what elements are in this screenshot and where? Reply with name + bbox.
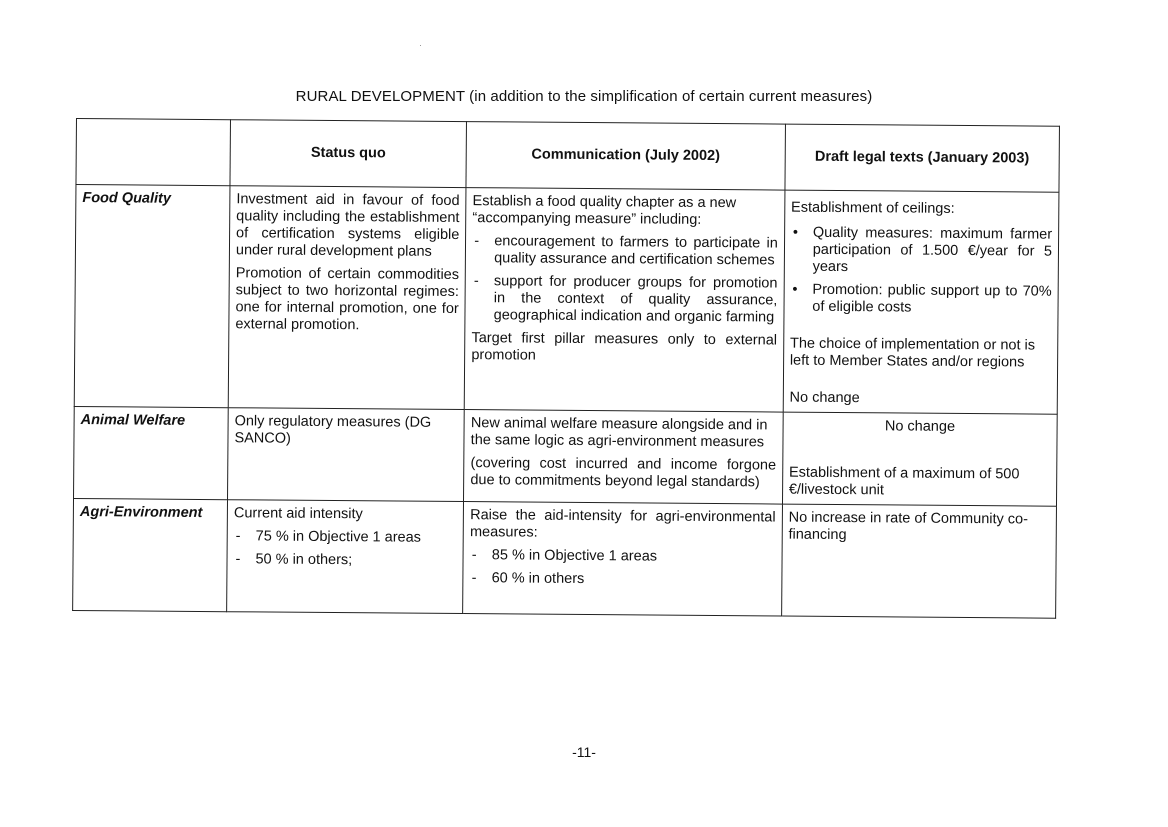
list-item: [790, 282, 1052, 318]
food-quality-status-p1: Investment aid in favour of food quality including the establishment of certification systems eligible under rural development plans: [235, 191, 460, 260]
food-quality-communication: [464, 188, 784, 412]
row-label-agri-environment: Agri-Environment: [73, 498, 228, 611]
dash-mark: -: [235, 528, 241, 545]
agri-environment-communication: [463, 502, 782, 616]
agri-environment-draft: No increase in rate of Community co-financing: [781, 504, 1056, 618]
food-quality-draft: [783, 190, 1059, 414]
list-item: [233, 551, 456, 570]
food-quality-comm-target: Target first pillar measures only to external promotion: [471, 330, 778, 364]
dash-mark: -: [471, 547, 477, 564]
list-item: [472, 273, 778, 326]
food-quality-comm-intro: Establish a food quality chapter as a new “accompanying measure” including:: [472, 193, 737, 228]
table-row-agri-environment: [73, 498, 1057, 618]
list-item-text: 75 % in Objective 1 areas: [255, 528, 421, 546]
list-item-text: support for producer groups for promotion in the context of quality assurance, geographical indication and organic farming: [493, 273, 778, 326]
agri-environment-status-list: [233, 528, 457, 570]
agri-environment-comm-list: [470, 547, 776, 589]
list-item-text: 60 % in others: [491, 570, 585, 588]
list-item-text: 50 % in others;: [255, 551, 353, 569]
food-quality-draft-list: [790, 225, 1052, 318]
scan-speck: [420, 45, 421, 46]
list-item: [470, 570, 776, 589]
list-item: [472, 233, 778, 269]
agri-environment-status: [227, 500, 464, 614]
rural-development-table: [72, 118, 1060, 619]
list-item: [791, 225, 1053, 278]
animal-welfare-comm-p2: (covering cost incurred and income forgone due to commitments beyond legal standards): [470, 455, 777, 491]
header-empty: [76, 119, 230, 186]
list-item-text: encouragement to farmers to participate in quality assurance and certification schemes: [494, 233, 778, 269]
animal-welfare-draft-no-change: No change: [884, 418, 956, 435]
animal-welfare-draft-max: Establishment of a maximum of 500 €/livestock unit: [788, 464, 1020, 499]
animal-welfare-communication: [464, 410, 783, 504]
list-item: [234, 528, 457, 547]
table-row-food-quality: [74, 185, 1059, 415]
page-number: -11-: [572, 744, 596, 760]
agri-environment-status-intro: Current aid intensity: [233, 505, 363, 523]
food-quality-draft-choice: The choice of implementation or not is left to Member States and/or regions: [789, 335, 1036, 371]
animal-welfare-status: Only regulatory measures (DG SANCO): [227, 408, 464, 502]
dash-mark: -: [471, 570, 477, 587]
row-label-food-quality: Food Quality: [74, 185, 230, 408]
food-quality-status: [228, 186, 466, 410]
table-row-animal-welfare: [74, 406, 1058, 506]
list-item-text: Promotion: public support up to 70% of eligible costs: [812, 281, 1052, 316]
food-quality-draft-intro: Establishment of ceilings:: [791, 199, 955, 217]
spacer: [789, 441, 1050, 467]
bullet-mark: •: [792, 224, 799, 241]
dash-mark: -: [235, 551, 241, 568]
row-label-animal-welfare: Animal Welfare: [74, 406, 229, 499]
page-title: RURAL DEVELOPMENT (in addition to the simplification of certain current measures): [295, 88, 873, 105]
agri-environment-comm-intro: Raise the aid-intensity for agri-environmental measures:: [469, 507, 776, 541]
header-communication: Communication (July 2002): [466, 122, 785, 190]
list-item-text: Quality measures: maximum farmer participation of 1.500 €/year for 5 years: [812, 224, 1053, 276]
dash-mark: -: [474, 233, 480, 250]
list-item: [470, 547, 776, 566]
animal-welfare-comm-p1: New animal welfare measure alongside and in the same logic as agri-environment measures: [470, 415, 768, 451]
header-status-quo: Status quo: [230, 120, 467, 188]
list-item-text: 85 % in Objective 1 areas: [491, 547, 658, 565]
food-quality-comm-list: [472, 233, 778, 326]
animal-welfare-draft: [782, 412, 1057, 506]
dash-mark: -: [473, 273, 479, 290]
food-quality-status-p2: Promotion of certain commodities subject to two horizontal regimes: one for internal promotion, one for external promotion.: [235, 265, 460, 334]
header-row: [76, 119, 1059, 193]
bullet-mark: •: [792, 281, 798, 298]
header-draft-legal-texts: Draft legal texts (January 2003): [785, 124, 1060, 192]
food-quality-draft-no-change: No change: [789, 389, 860, 407]
